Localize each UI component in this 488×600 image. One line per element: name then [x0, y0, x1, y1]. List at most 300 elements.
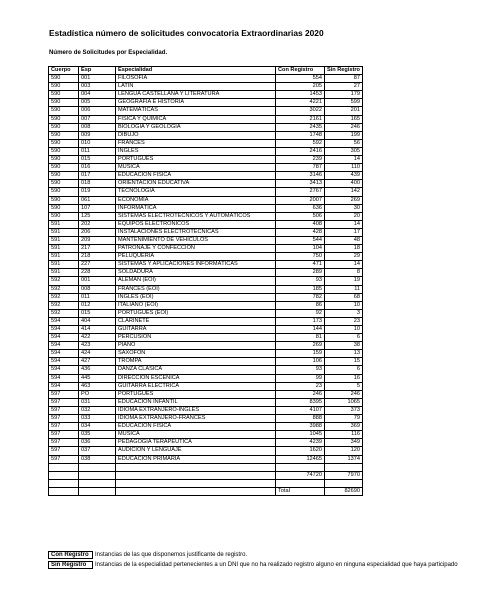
table-row — [49, 188, 363, 196]
cell-sin-registro: 14 — [325, 261, 363, 269]
cell-con-registro: 289 — [276, 269, 325, 277]
legend-con-registro — [48, 551, 247, 559]
cell-con-registro: 3022 — [276, 107, 325, 115]
table-row — [49, 406, 363, 414]
cell-cuerpo: 591 — [49, 220, 79, 228]
cell-con-registro: 106 — [276, 358, 325, 366]
cell-sin-registro: 6 — [325, 366, 363, 374]
cell-con-registro: 506 — [276, 212, 325, 220]
table-row — [49, 172, 363, 180]
cell-especialidad: DIRECCIÓN ESCÉNICA — [116, 374, 276, 382]
cell-con-registro: 173 — [276, 317, 325, 325]
cell-especialidad: FILOSOFÍA — [116, 75, 276, 83]
cell-sin-registro: 87 — [325, 75, 363, 83]
header-cuerpo: Cuerpo — [49, 67, 79, 75]
cell-cuerpo: 590 — [49, 196, 79, 204]
cell-sin-registro: 116 — [325, 431, 363, 439]
cell-cuerpo: 594 — [49, 342, 79, 350]
cell-especialidad: SISTEMAS ELECTROTÉCNICOS Y AUTOMÁTICOS — [116, 212, 276, 220]
cell-con-registro: 2007 — [276, 196, 325, 204]
cell-sin-registro: 599 — [325, 99, 363, 107]
cell-cuerpo: 597 — [49, 390, 79, 398]
total-row — [49, 487, 363, 495]
cell-especialidad: FRANCÉS (EOI) — [116, 285, 276, 293]
table-row — [49, 439, 363, 447]
table-row — [49, 156, 363, 164]
cell-especialidad: ECONOMÍA — [116, 196, 276, 204]
cell-esp: 228 — [79, 269, 116, 277]
table-row — [49, 139, 363, 147]
cell-especialidad: TROMPA — [116, 358, 276, 366]
cell-cuerpo: 590 — [49, 180, 79, 188]
table-row — [49, 99, 363, 107]
cell-con-registro: 144 — [276, 326, 325, 334]
cell-esp: 005 — [79, 99, 116, 107]
cell-cuerpo: 594 — [49, 334, 79, 342]
cell-con-registro: 636 — [276, 204, 325, 212]
cell-sin-registro: 10 — [325, 301, 363, 309]
cell-esp: 007 — [79, 115, 116, 123]
cell-con-registro: 93 — [276, 277, 325, 285]
cell-con-registro: 185 — [276, 285, 325, 293]
cell-con-registro: 4107 — [276, 406, 325, 414]
cell-esp: 006 — [79, 107, 116, 115]
table-row — [49, 245, 363, 253]
table-row — [49, 423, 363, 431]
cell-cuerpo: 592 — [49, 277, 79, 285]
cell-esp: 227 — [79, 261, 116, 269]
table-row — [49, 277, 363, 285]
cell-sin-registro: 6 — [325, 334, 363, 342]
cell-cuerpo: 590 — [49, 115, 79, 123]
cell-especialidad: GEOGRAFÍA E HISTORIA — [116, 99, 276, 107]
table-row — [49, 196, 363, 204]
table-row — [49, 455, 363, 463]
cell-cuerpo: 594 — [49, 317, 79, 325]
table-row — [49, 253, 363, 261]
table-row — [49, 358, 363, 366]
cell-cuerpo: 592 — [49, 309, 79, 317]
cell-cuerpo: 597 — [49, 455, 79, 463]
cell-cuerpo: 594 — [49, 350, 79, 358]
cell-con-registro: 2416 — [276, 147, 325, 155]
cell-con-registro: 81 — [276, 334, 325, 342]
cell-con-registro: 159 — [276, 350, 325, 358]
cell-con-registro: 1045 — [276, 431, 325, 439]
cell-esp: 011 — [79, 147, 116, 155]
table-row — [49, 374, 363, 382]
sum-row — [49, 471, 363, 479]
cell-esp: 032 — [79, 406, 116, 414]
cell-especialidad: MATEMÁTICAS — [116, 107, 276, 115]
cell-cuerpo: 597 — [49, 415, 79, 423]
cell-sin-registro: 68 — [325, 293, 363, 301]
cell-cuerpo: 597 — [49, 423, 79, 431]
header-sin-registro: Sin Registro — [325, 67, 363, 75]
cell-con-registro: 239 — [276, 156, 325, 164]
cell-esp: 004 — [79, 91, 116, 99]
cell-con-registro: 2435 — [276, 123, 325, 131]
cell-sin-registro: 10 — [325, 326, 363, 334]
cell-sin-registro: 165 — [325, 115, 363, 123]
legend-text: Instancias de la especialidad pertenecientes a un DNI que no ha realizado registro alguno en ninguna especialidad que haya participado — [95, 562, 458, 568]
cell-esp: 033 — [79, 415, 116, 423]
cell-sin-registro: 400 — [325, 180, 363, 188]
cell-con-registro: 544 — [276, 236, 325, 244]
table-row — [49, 180, 363, 188]
table-row — [49, 350, 363, 358]
cell-esp: 008 — [79, 285, 116, 293]
cell-sin-registro: 305 — [325, 147, 363, 155]
cell-esp: 436 — [79, 366, 116, 374]
table-body — [49, 75, 363, 464]
cell-especialidad: DIBUJO — [116, 131, 276, 139]
cell-con-registro: 888 — [276, 415, 325, 423]
cell-especialidad: ITALIANO (EOI) — [116, 301, 276, 309]
cell-esp: 209 — [79, 236, 116, 244]
cell-sin-registro: 79 — [325, 415, 363, 423]
cell-con-registro: 205 — [276, 83, 325, 91]
legend-sin-registro — [48, 561, 458, 569]
cell-sin-registro: 349 — [325, 439, 363, 447]
table-row — [49, 236, 363, 244]
cell-con-registro: 4221 — [276, 99, 325, 107]
cell-con-registro: 12465 — [276, 455, 325, 463]
page-subtitle: Número de Solicitudes por Especialidad. — [49, 49, 168, 56]
cell-con-registro: 92 — [276, 309, 325, 317]
cell-cuerpo: 597 — [49, 406, 79, 414]
cell-especialidad: PORTUGUÉS (EOI) — [116, 309, 276, 317]
cell-especialidad: INFORMÁTICA — [116, 204, 276, 212]
legend-text: Instancias de las que disponemos justificante de registro. — [95, 552, 248, 558]
cell-con-registro: 554 — [276, 75, 325, 83]
table-row — [49, 269, 363, 277]
cell-sin-registro: 30 — [325, 204, 363, 212]
cell-cuerpo: 591 — [49, 261, 79, 269]
table-row — [49, 147, 363, 155]
total-label: Total — [276, 487, 325, 495]
table-row — [49, 382, 363, 390]
cell-con-registro: 1453 — [276, 91, 325, 99]
cell-especialidad: IDIOMA EXTRANJERO-INGLÉS — [116, 406, 276, 414]
cell-cuerpo: 590 — [49, 83, 79, 91]
cell-esp: PO — [79, 390, 116, 398]
table-row — [49, 366, 363, 374]
cell-sin-registro: 5 — [325, 382, 363, 390]
cell-especialidad: AUDICIÓN Y LENGUAJE — [116, 447, 276, 455]
cell-esp: 061 — [79, 196, 116, 204]
requests-table — [48, 66, 363, 496]
cell-sin-registro: 29 — [325, 253, 363, 261]
cell-sin-registro: 110 — [325, 164, 363, 172]
cell-con-registro: 592 — [276, 139, 325, 147]
cell-esp: 035 — [79, 431, 116, 439]
cell-cuerpo: 590 — [49, 156, 79, 164]
cell-con-registro: 782 — [276, 293, 325, 301]
cell-sin-registro: 16 — [325, 374, 363, 382]
table-row — [49, 326, 363, 334]
cell-con-registro: 269 — [276, 342, 325, 350]
cell-esp: 036 — [79, 439, 116, 447]
cell-con-registro: 2161 — [276, 115, 325, 123]
cell-esp: 218 — [79, 253, 116, 261]
cell-esp: 008 — [79, 123, 116, 131]
cell-cuerpo: 590 — [49, 91, 79, 99]
table-row — [49, 285, 363, 293]
cell-esp: 010 — [79, 139, 116, 147]
table-row — [49, 204, 363, 212]
page-title: Estadística número de solicitudes convocatoria Extraordinarias 2020 — [49, 28, 324, 38]
cell-especialidad: CLARINETE — [116, 317, 276, 325]
cell-especialidad: ORIENTACIÓN EDUCATIVA — [116, 180, 276, 188]
cell-sin-registro: 1065 — [325, 398, 363, 406]
cell-esp: 001 — [79, 277, 116, 285]
header-especialidad: Especialidad — [116, 67, 276, 75]
cell-con-registro: 428 — [276, 228, 325, 236]
cell-con-registro: 246 — [276, 390, 325, 398]
cell-cuerpo: 592 — [49, 293, 79, 301]
cell-esp: 202 — [79, 220, 116, 228]
cell-esp: 015 — [79, 156, 116, 164]
cell-especialidad: PEDAGOGÍA TERAPÉUTICA — [116, 439, 276, 447]
cell-esp: 107 — [79, 204, 116, 212]
cell-esp: 414 — [79, 326, 116, 334]
cell-sin-registro: 246 — [325, 390, 363, 398]
cell-esp: 001 — [79, 75, 116, 83]
cell-especialidad: EDUCACIÓN FÍSICA — [116, 172, 276, 180]
cell-con-registro: 3988 — [276, 423, 325, 431]
cell-especialidad: EDUCACIÓN PRIMARIA — [116, 455, 276, 463]
cell-sin-registro: 1374 — [325, 455, 363, 463]
table-row — [49, 301, 363, 309]
cell-esp: 016 — [79, 164, 116, 172]
cell-esp: 463 — [79, 382, 116, 390]
cell-esp: 015 — [79, 309, 116, 317]
table-row — [49, 309, 363, 317]
table-row — [49, 115, 363, 123]
cell-sin-registro: 13 — [325, 350, 363, 358]
cell-esp: 424 — [79, 350, 116, 358]
cell-sin-registro: 369 — [325, 423, 363, 431]
sum-sin-registro: 7970 — [325, 471, 363, 479]
cell-especialidad: SISTEMAS Y APLICACIONES INFORMÁTICAS — [116, 261, 276, 269]
cell-sin-registro: 19 — [325, 277, 363, 285]
cell-sin-registro: 11 — [325, 285, 363, 293]
cell-esp: 206 — [79, 228, 116, 236]
table-row — [49, 107, 363, 115]
table-row — [49, 447, 363, 455]
table-row — [49, 317, 363, 325]
cell-con-registro: 3146 — [276, 172, 325, 180]
cell-sin-registro: 373 — [325, 406, 363, 414]
cell-especialidad: FRANCÉS — [116, 139, 276, 147]
cell-sin-registro: 38 — [325, 342, 363, 350]
table-row — [49, 228, 363, 236]
cell-especialidad: LATÍN — [116, 83, 276, 91]
cell-cuerpo: 590 — [49, 123, 79, 131]
table-row — [49, 131, 363, 139]
cell-con-registro: 86 — [276, 301, 325, 309]
table-row — [49, 342, 363, 350]
table-row — [49, 83, 363, 91]
cell-especialidad: PIANO — [116, 342, 276, 350]
cell-especialidad: PORTUGUÉS — [116, 390, 276, 398]
table-row — [49, 261, 363, 269]
cell-sin-registro: 27 — [325, 83, 363, 91]
cell-con-registro: 787 — [276, 164, 325, 172]
table-row — [49, 390, 363, 398]
table-row — [49, 431, 363, 439]
cell-con-registro: 1620 — [276, 447, 325, 455]
table-row — [49, 334, 363, 342]
cell-esp: 217 — [79, 245, 116, 253]
cell-especialidad: BIOLOGÍA Y GEOLOGÍA — [116, 123, 276, 131]
cell-sin-registro: 3 — [325, 309, 363, 317]
cell-sin-registro: 23 — [325, 317, 363, 325]
cell-cuerpo: 590 — [49, 75, 79, 83]
cell-especialidad: EQUIPOS ELECTRÓNICOS — [116, 220, 276, 228]
cell-esp: 445 — [79, 374, 116, 382]
cell-sin-registro: 8 — [325, 269, 363, 277]
cell-sin-registro: 269 — [325, 196, 363, 204]
cell-cuerpo: 590 — [49, 139, 79, 147]
cell-cuerpo: 590 — [49, 99, 79, 107]
cell-con-registro: 99 — [276, 374, 325, 382]
cell-con-registro: 3413 — [276, 180, 325, 188]
cell-cuerpo: 590 — [49, 131, 79, 139]
cell-esp: 038 — [79, 455, 116, 463]
cell-cuerpo: 597 — [49, 398, 79, 406]
cell-cuerpo: 591 — [49, 245, 79, 253]
header-con-registro: Con Registro — [276, 67, 325, 75]
cell-con-registro: 1748 — [276, 131, 325, 139]
table-row — [49, 293, 363, 301]
cell-especialidad: LENGUA CASTELLANA Y LITERATURA — [116, 91, 276, 99]
cell-especialidad: INGLÉS — [116, 147, 276, 155]
cell-cuerpo: 594 — [49, 326, 79, 334]
cell-especialidad: EDUCACIÓN INFANTIL — [116, 398, 276, 406]
cell-especialidad: DANZA CLÁSICA — [116, 366, 276, 374]
cell-cuerpo: 590 — [49, 188, 79, 196]
cell-especialidad: FÍSICA Y QUÍMICA — [116, 115, 276, 123]
blank-row — [49, 463, 363, 471]
cell-con-registro: 104 — [276, 245, 325, 253]
cell-especialidad: MÚSICA — [116, 431, 276, 439]
cell-cuerpo: 597 — [49, 447, 79, 455]
cell-sin-registro: 14 — [325, 156, 363, 164]
cell-especialidad: GUITARRA ELÉCTRICA — [116, 382, 276, 390]
cell-esp: 012 — [79, 301, 116, 309]
cell-esp: 003 — [79, 83, 116, 91]
cell-sin-registro: 201 — [325, 107, 363, 115]
cell-cuerpo: 590 — [49, 212, 79, 220]
table-row — [49, 212, 363, 220]
table-row — [49, 75, 363, 83]
table-row — [49, 398, 363, 406]
cell-sin-registro: 142 — [325, 188, 363, 196]
cell-cuerpo: 591 — [49, 236, 79, 244]
cell-cuerpo: 594 — [49, 358, 79, 366]
cell-con-registro: 408 — [276, 220, 325, 228]
cell-cuerpo: 591 — [49, 253, 79, 261]
cell-esp: 404 — [79, 317, 116, 325]
cell-cuerpo: 590 — [49, 172, 79, 180]
cell-cuerpo: 594 — [49, 374, 79, 382]
cell-con-registro: 23 — [276, 382, 325, 390]
cell-esp: 125 — [79, 212, 116, 220]
cell-esp: 017 — [79, 172, 116, 180]
cell-cuerpo: 590 — [49, 164, 79, 172]
table-row — [49, 164, 363, 172]
cell-especialidad: TECNOLOGÍA — [116, 188, 276, 196]
cell-especialidad: PELUQUERÍA — [116, 253, 276, 261]
header-esp: Esp — [79, 67, 116, 75]
cell-con-registro: 471 — [276, 261, 325, 269]
cell-sin-registro: 17 — [325, 228, 363, 236]
cell-con-registro: 8395 — [276, 398, 325, 406]
cell-con-registro: 2767 — [276, 188, 325, 196]
table-header-row — [49, 67, 363, 75]
total-value: 82690 — [325, 487, 363, 495]
cell-especialidad: GUITARRA — [116, 326, 276, 334]
cell-cuerpo: 594 — [49, 366, 79, 374]
cell-esp: 037 — [79, 447, 116, 455]
cell-cuerpo: 594 — [49, 382, 79, 390]
cell-cuerpo: 592 — [49, 285, 79, 293]
cell-sin-registro: 439 — [325, 172, 363, 180]
cell-esp: 427 — [79, 358, 116, 366]
legend-key: Sin Registro — [48, 561, 93, 569]
cell-especialidad: MÚSICA — [116, 164, 276, 172]
cell-especialidad: PERCUSIÓN — [116, 334, 276, 342]
cell-sin-registro: 179 — [325, 91, 363, 99]
cell-especialidad: SAXOFÓN — [116, 350, 276, 358]
cell-sin-registro: 15 — [325, 358, 363, 366]
cell-esp: 423 — [79, 342, 116, 350]
cell-sin-registro: 18 — [325, 245, 363, 253]
cell-esp: 018 — [79, 180, 116, 188]
cell-especialidad: SOLDADURA — [116, 269, 276, 277]
cell-sin-registro: 246 — [325, 123, 363, 131]
cell-cuerpo: 597 — [49, 439, 79, 447]
table-row — [49, 220, 363, 228]
cell-esp: 422 — [79, 334, 116, 342]
cell-sin-registro: 20 — [325, 212, 363, 220]
cell-cuerpo: 590 — [49, 204, 79, 212]
table-row — [49, 123, 363, 131]
cell-especialidad: PATRONAJE Y CONFECCIÓN — [116, 245, 276, 253]
cell-con-registro: 93 — [276, 366, 325, 374]
cell-cuerpo: 592 — [49, 301, 79, 309]
cell-sin-registro: 199 — [325, 131, 363, 139]
cell-cuerpo: 591 — [49, 269, 79, 277]
cell-sin-registro: 14 — [325, 220, 363, 228]
table-footer — [49, 463, 363, 495]
legend-key: Con Registro — [48, 551, 93, 559]
cell-cuerpo: 590 — [49, 147, 79, 155]
table-row — [49, 415, 363, 423]
cell-esp: 031 — [79, 398, 116, 406]
cell-especialidad: INGLÉS (EOI) — [116, 293, 276, 301]
cell-especialidad: MANTENIMIENTO DE VEHÍCULOS — [116, 236, 276, 244]
cell-esp: 009 — [79, 131, 116, 139]
cell-esp: 019 — [79, 188, 116, 196]
cell-sin-registro: 120 — [325, 447, 363, 455]
table-row — [49, 91, 363, 99]
blank-row — [49, 479, 363, 487]
cell-cuerpo: 590 — [49, 107, 79, 115]
cell-cuerpo: 591 — [49, 228, 79, 236]
